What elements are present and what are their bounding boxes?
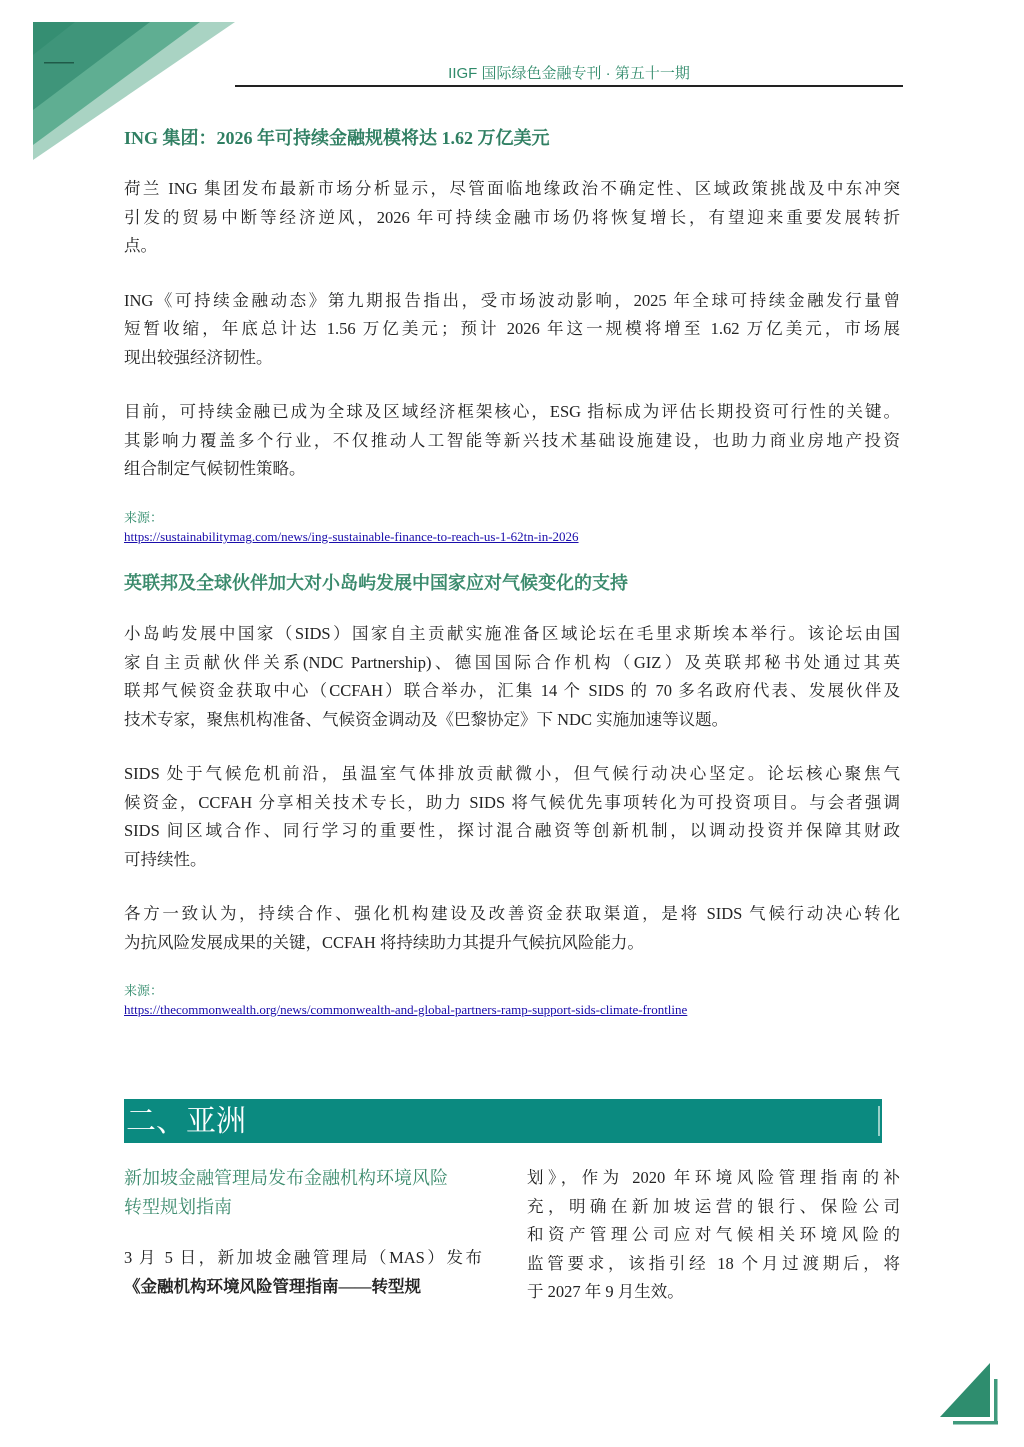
text-line: 荷兰 ING 集团发布最新市场分析显示，尽管面临地缘政治不确定性、区域政策挑战及中东冲突: [124, 179, 900, 198]
text-line: 小岛屿发展中国家（SIDS）国家自主贡献实施准备区域论坛在毛里求斯埃本举行。该论坛由国: [124, 624, 900, 643]
text-line: 引发的贸易中断等经济逆风，2026 年可持续金融市场仍将恢复增长，有望迎来重要发展转折: [124, 207, 900, 227]
text-line: 3 月 5 日，新加坡金融管理局（MAS）发布: [124, 1248, 482, 1267]
asia-article-heading: [124, 1164, 482, 1221]
asia-right-column: [527, 1164, 900, 1307]
text-line: 其影响力覆盖多个行业，不仅推动人工智能等新兴技术基础设施建设，也助力商业房地产投资: [124, 430, 900, 450]
text-line: 家自主贡献伙伴关系(NDC Partnership)、德国国际合作机构（GIZ）及英联邦秘书处通过其英: [124, 652, 900, 672]
text-line: 各方一致认为，持续合作、强化机构建设及改善资金获取渠道，是将 SIDS 气候行动决心转化: [124, 904, 900, 923]
paragraph: [124, 287, 900, 399]
section-title: 二、亚洲: [126, 1105, 246, 1138]
text-line: 于 2027 年 9 月生效。: [527, 1282, 684, 1301]
text-line: 短暂收缩，年底总计达 1.56 万亿美元；预计 2026 年这一规模将增至 1.62 万亿美元，市场展: [124, 319, 900, 338]
paragraph: [124, 398, 900, 484]
text-line: 和资产管理公司应对气候相关环境风险的: [527, 1225, 900, 1244]
article2-source-link[interactable]: https://thecommonwealth.org/news/commonwealth-and-global-partners-ramp-support-sids-climate-frontline: [124, 1002, 688, 1017]
text-line: 《金融机构环境风险管理指南——转型规: [124, 1276, 421, 1296]
paragraph: [124, 760, 900, 900]
header-divider: [235, 85, 903, 87]
text-line: 联邦气候资金获取中心（CCFAH）联合举办，汇集 14 个 SIDS 的 70 多名政府代表、发展伙伴及: [124, 681, 900, 700]
text-line: 组合制定气候韧性策略。: [124, 459, 306, 478]
text-line: SIDS 处于气候危机前沿，虽温室气体排放贡献微小，但气候行动决心坚定。论坛核心聚焦气: [124, 764, 900, 783]
article1-heading: ING 集团：2026 年可持续金融规模将达 1.62 万亿美元: [124, 128, 550, 148]
article1-body: [124, 175, 900, 484]
paragraph: [124, 175, 900, 287]
asia-heading-line: 新加坡金融管理局发布金融机构环境风险: [124, 1168, 448, 1188]
text-line: 划》，作为 2020 年环境风险管理指南的补: [527, 1168, 900, 1187]
paragraph: [124, 900, 900, 957]
header-title: IIGF 国际绿色金融专刊 · 第五十一期: [448, 65, 690, 82]
text-line: 现出较强经济韧性。: [124, 347, 273, 367]
article1-source-label: 来源：: [124, 510, 164, 525]
paragraph: [124, 620, 900, 760]
text-line: 点。: [124, 236, 157, 255]
article2-heading: 英联邦及全球伙伴加大对小岛屿发展中国家应对气候变化的支持: [124, 573, 628, 593]
text-line: 监管要求，该指引经 18 个月过渡期后，将: [527, 1253, 900, 1273]
asia-heading-line: 转型规划指南: [124, 1196, 232, 1217]
text-line: 目前，可持续金融已成为全球及区域经济框架核心，ESG 指标成为评估长期投资可行性的关键。: [124, 402, 900, 421]
text-line: 为抗风险发展成果的关键，CCFAH 将持续助力其提升气候抗风险能力。: [124, 932, 644, 952]
text-line: 可持续性。: [124, 849, 207, 869]
text-line: 技术专家，聚焦机构准备、气候资金调动及《巴黎协定》下 NDC 实施加速等议题。: [124, 709, 729, 729]
asia-left-column: [124, 1244, 482, 1301]
corner-decoration-icon: [920, 1355, 1010, 1435]
text-line: 充，明确在新加坡运营的银行、保险公司: [527, 1196, 900, 1216]
text-line: SIDS 间区域合作、同行学习的重要性，探讨混合融资等创新机制，以调动投资并保障其财政: [124, 821, 900, 840]
article2-body: [124, 620, 900, 957]
banner-edge: [878, 1106, 880, 1136]
text-line: 候资金，CCFAH 分享相关技术专长，助力 SIDS 将气候优先事项转化为可投资项目。与会者强调: [124, 792, 900, 812]
article2-source-label: 来源：: [124, 983, 164, 998]
article1-source-link[interactable]: https://sustainabilitymag.com/news/ing-sustainable-finance-to-reach-us-1-62tn-in-2026: [124, 529, 579, 544]
text-line: ING《可持续金融动态》第九期报告指出，受市场波动影响，2025 年全球可持续金融发行量曾: [124, 290, 900, 310]
